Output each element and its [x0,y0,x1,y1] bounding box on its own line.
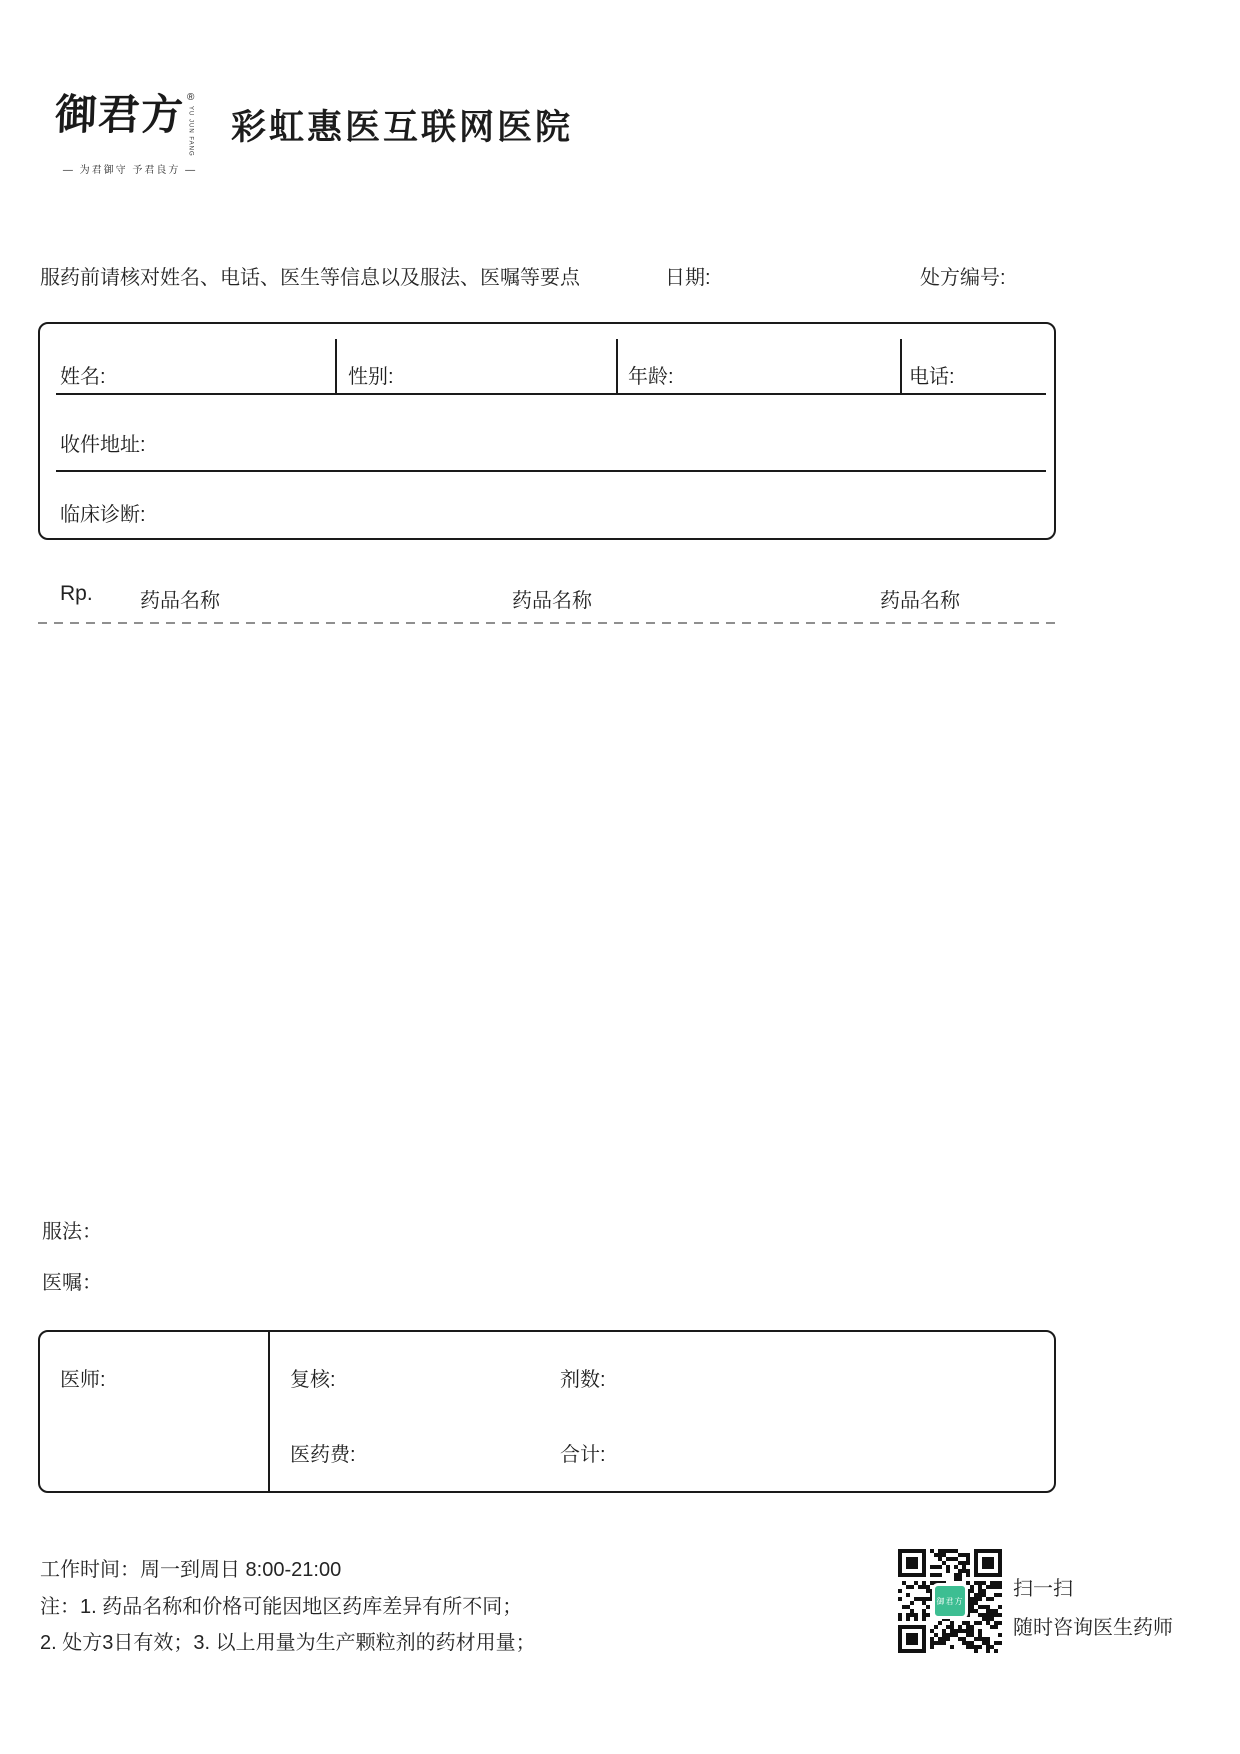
usage-label: 服法： [42,1221,102,1243]
total-label: 合计: [560,1444,606,1466]
dashed-divider [38,622,1056,624]
verification-notice: 服药前请核对姓名、电话、医生等信息以及服法、医嘱等要点 [40,267,580,289]
dose-count-label: 剂数: [560,1369,606,1391]
footer-note-1: 注：1. 药品名称和价格可能因地区药库差异有所不同； [40,1596,523,1618]
column-divider [900,339,902,393]
qr-center-logo [932,1583,968,1619]
doctor-advice-label: 医嘱： [42,1272,102,1294]
patient-name-label: 姓名: [60,366,106,388]
physician-label: 医师: [60,1369,106,1391]
registered-trademark-icon: ® [187,92,195,103]
patient-info-box [38,322,1056,540]
patient-gender-label: 性别: [348,366,394,388]
brand-logo [55,92,205,176]
clinical-diagnosis-label: 临床诊断: [60,504,146,526]
working-hours: 工作时间：周一到周日 8:00-21:00 [40,1559,342,1581]
brand-romanized-text: YU JUN FANG [187,106,194,157]
column-divider [268,1332,270,1491]
scan-label: 扫一扫 [1013,1578,1073,1600]
shipping-address-label: 收件地址: [60,434,146,456]
brand-tagline: — 为君御守 予君良方 — [62,164,198,176]
date-label: 日期: [665,267,711,289]
review-label: 复核: [290,1369,336,1391]
row-divider [56,470,1046,472]
hospital-title: 彩虹惠医互联网医院 [231,108,574,147]
drug-name-column-header: 药品名称 [880,590,960,612]
row-divider [56,393,1046,395]
brand-logo-text: 御君方 [54,90,185,139]
drug-name-column-header: 药品名称 [140,590,220,612]
prescription-number-label: 处方编号: [920,267,1006,289]
summary-box [38,1330,1056,1493]
patient-phone-label: 电话: [909,366,955,388]
patient-age-label: 年龄: [628,366,674,388]
column-divider [616,339,618,393]
medicine-fee-label: 医药费: [290,1444,356,1466]
drug-name-column-header: 药品名称 [512,590,592,612]
scan-hint: 随时咨询医生药师 [1013,1617,1173,1639]
qr-code [898,1549,1002,1653]
footer-note-2: 2. 处方3日有效；3. 以上用量为生产颗粒剂的药材用量； [40,1632,536,1654]
rp-label: Rp. [60,582,93,605]
qr-center-logo-text: 御君方 [936,1596,964,1606]
column-divider [335,339,337,393]
